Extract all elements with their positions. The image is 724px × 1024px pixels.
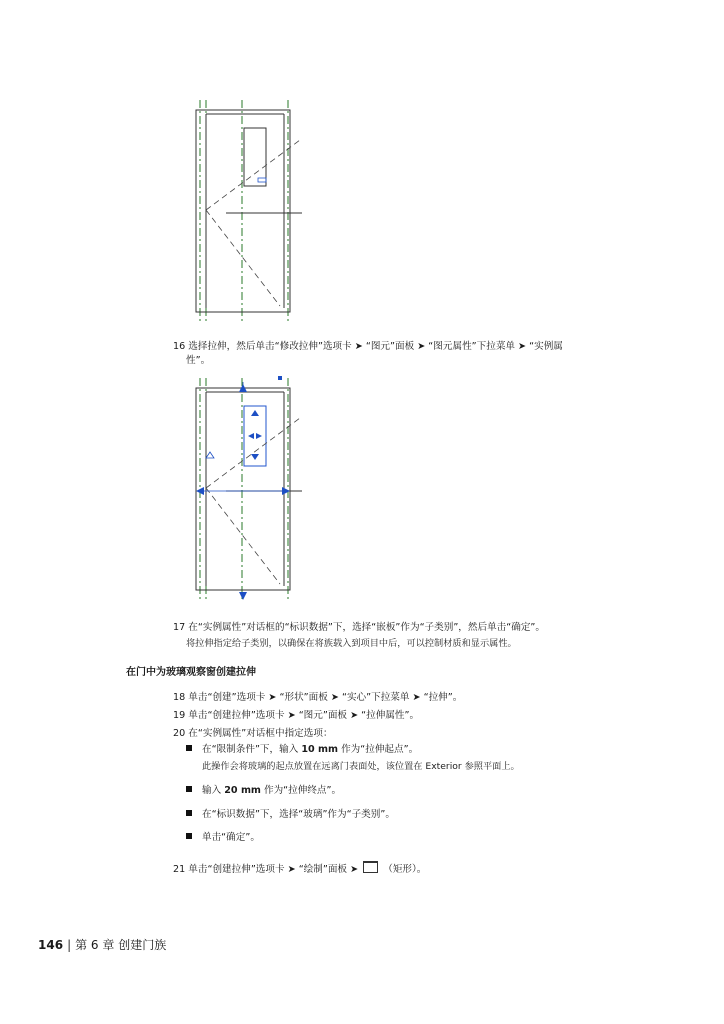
step-16-cont: 性”。 [186, 355, 211, 366]
step-17: 17 在“实例属性”对话框的“标识数据”下，选择“嵌板”作为“子类别”，然后单击“确定”。 [173, 622, 545, 633]
bullet-square-icon [186, 786, 192, 792]
bullet-1: 在“限制条件”下，输入 10 mm 作为“拉伸起点”。 [186, 743, 418, 757]
step-20: 20 在“实例属性”对话框中指定选项： [173, 728, 333, 739]
footer-divider: | [67, 938, 72, 952]
bullet-4: 单击“确定”。 [186, 831, 260, 845]
rectangle-icon [363, 861, 378, 873]
bullet-2: 输入 20 mm 作为“拉伸终点”。 [186, 784, 341, 798]
step-19: 19 单击“创建拉伸”选项卡 ➤ “图元”面板 ➤ “拉伸属性”。 [173, 710, 420, 721]
chapter-title: 第 6 章 创建门族 [75, 938, 167, 952]
bullet-square-icon [186, 745, 192, 751]
step-17-note: 将拉伸指定给子类别，以确保在将族载入到项目中后，可以控制材质和显示属性。 [186, 638, 517, 649]
page-number: 146 [38, 938, 64, 952]
bullet-1-note: 此操作会将玻璃的起点放置在远离门表面处，该位置在 Exterior 参照平面上。 [202, 761, 520, 772]
door-elevation-figure-1 [180, 96, 310, 328]
step-18: 18 单击“创建”选项卡 ➤ “形状”面板 ➤ “实心”下拉菜单 ➤ “拉伸”。 [173, 692, 463, 703]
step-16: 16 选择拉伸，然后单击“修改拉伸”选项卡 ➤ “图元”面板 ➤ “图元属性”下拉菜单 ➤ “实例属 [173, 341, 563, 352]
step-21: 21 单击“创建拉伸”选项卡 ➤ “绘制”面板 ➤ （矩形）。 [173, 861, 426, 877]
page-footer [38, 936, 166, 953]
section-title: 在门中为玻璃观察窗创建拉伸 [126, 667, 256, 678]
bullet-square-icon [186, 810, 192, 816]
bullet-square-icon [186, 833, 192, 839]
bullet-3: 在“标识数据”下，选择“玻璃”作为“子类别”。 [186, 808, 395, 822]
door-elevation-figure-2 [180, 374, 310, 606]
